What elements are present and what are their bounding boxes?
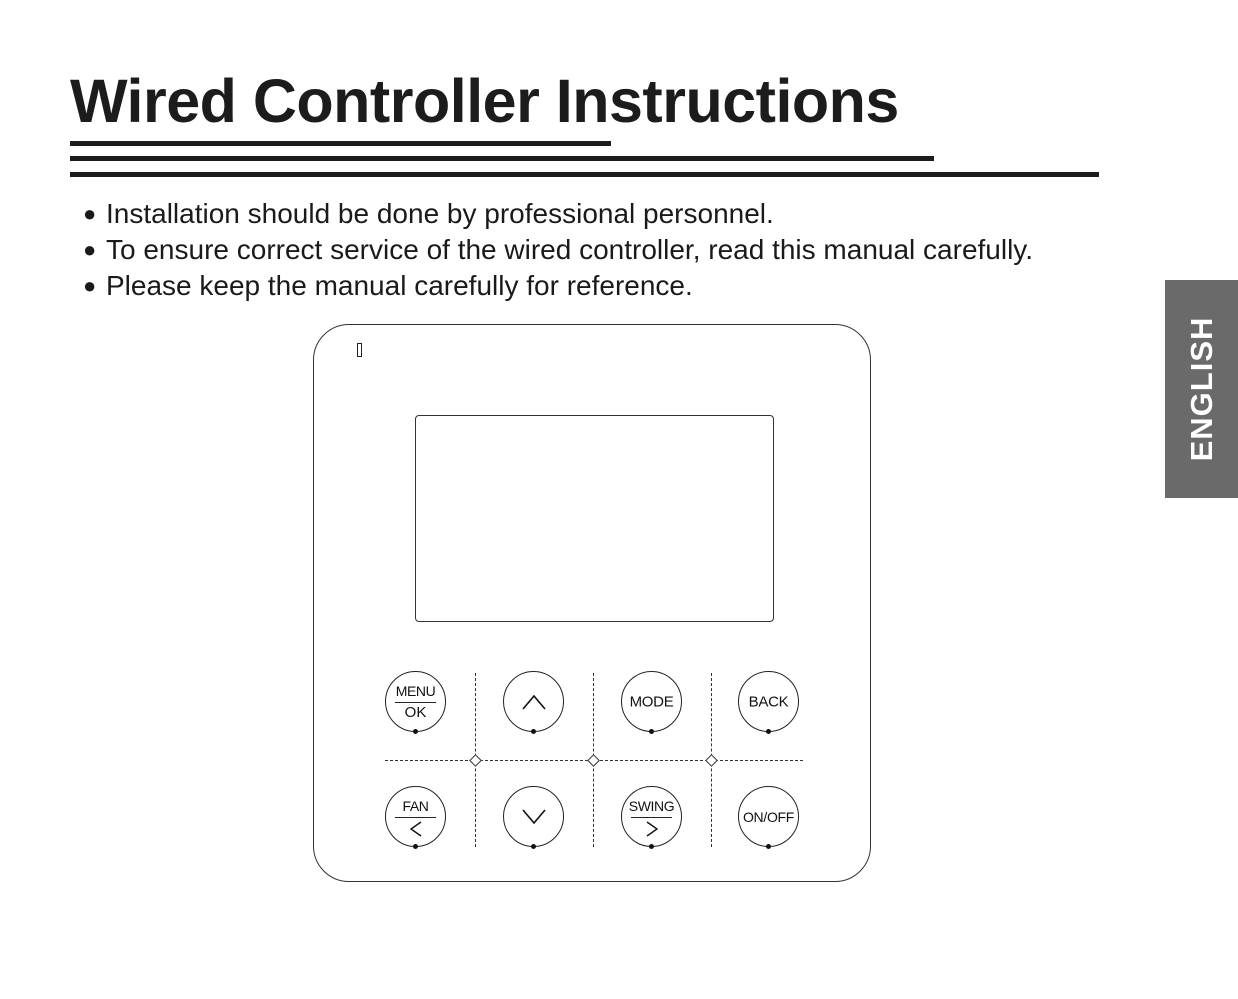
lcd-screen <box>415 415 774 622</box>
divider-junction-icon <box>469 754 482 767</box>
button-pip-icon <box>531 844 536 849</box>
down-button[interactable] <box>503 786 564 847</box>
chevron-up-icon <box>521 693 547 711</box>
list-item: ● To ensure correct service of the wired controller, read this manual carefully. <box>83 232 1033 268</box>
up-button[interactable] <box>503 671 564 732</box>
button-pip-icon <box>413 844 418 849</box>
on-off-button[interactable]: ON/OFF <box>738 786 799 847</box>
button-pip-icon <box>649 729 654 734</box>
list-item: ● Installation should be done by professional personnel. <box>83 196 1033 232</box>
chevron-left-icon <box>409 820 423 838</box>
button-pip-icon <box>531 729 536 734</box>
title-underline-short <box>70 141 611 146</box>
button-pip-icon <box>766 844 771 849</box>
title-underline-long <box>70 172 1099 177</box>
fan-left-button[interactable]: FAN <box>385 786 446 847</box>
divider-junction-icon <box>587 754 600 767</box>
button-pip-icon <box>766 729 771 734</box>
mode-button[interactable]: MODE <box>621 671 682 732</box>
page-title: Wired Controller Instructions <box>70 67 899 135</box>
language-tab <box>1165 280 1238 498</box>
menu-ok-button[interactable]: MENU OK <box>385 671 446 732</box>
bullet-icon: ● <box>83 237 97 262</box>
wired-controller-illustration <box>313 324 871 882</box>
instruction-list <box>83 196 1033 304</box>
list-item: ● Please keep the manual carefully for reference. <box>83 268 1033 304</box>
button-pip-icon <box>413 729 418 734</box>
title-underline-medium <box>70 156 934 161</box>
divider-junction-icon <box>705 754 718 767</box>
button-pip-icon <box>649 844 654 849</box>
indicator-light <box>357 343 362 357</box>
back-button[interactable]: BACK <box>738 671 799 732</box>
bullet-icon: ● <box>83 201 97 226</box>
chevron-down-icon <box>521 808 547 826</box>
language-tab-label: ENGLISH <box>1183 316 1219 462</box>
chevron-right-icon <box>645 820 659 838</box>
swing-right-button[interactable]: SWING <box>621 786 682 847</box>
bullet-icon: ● <box>83 273 97 298</box>
